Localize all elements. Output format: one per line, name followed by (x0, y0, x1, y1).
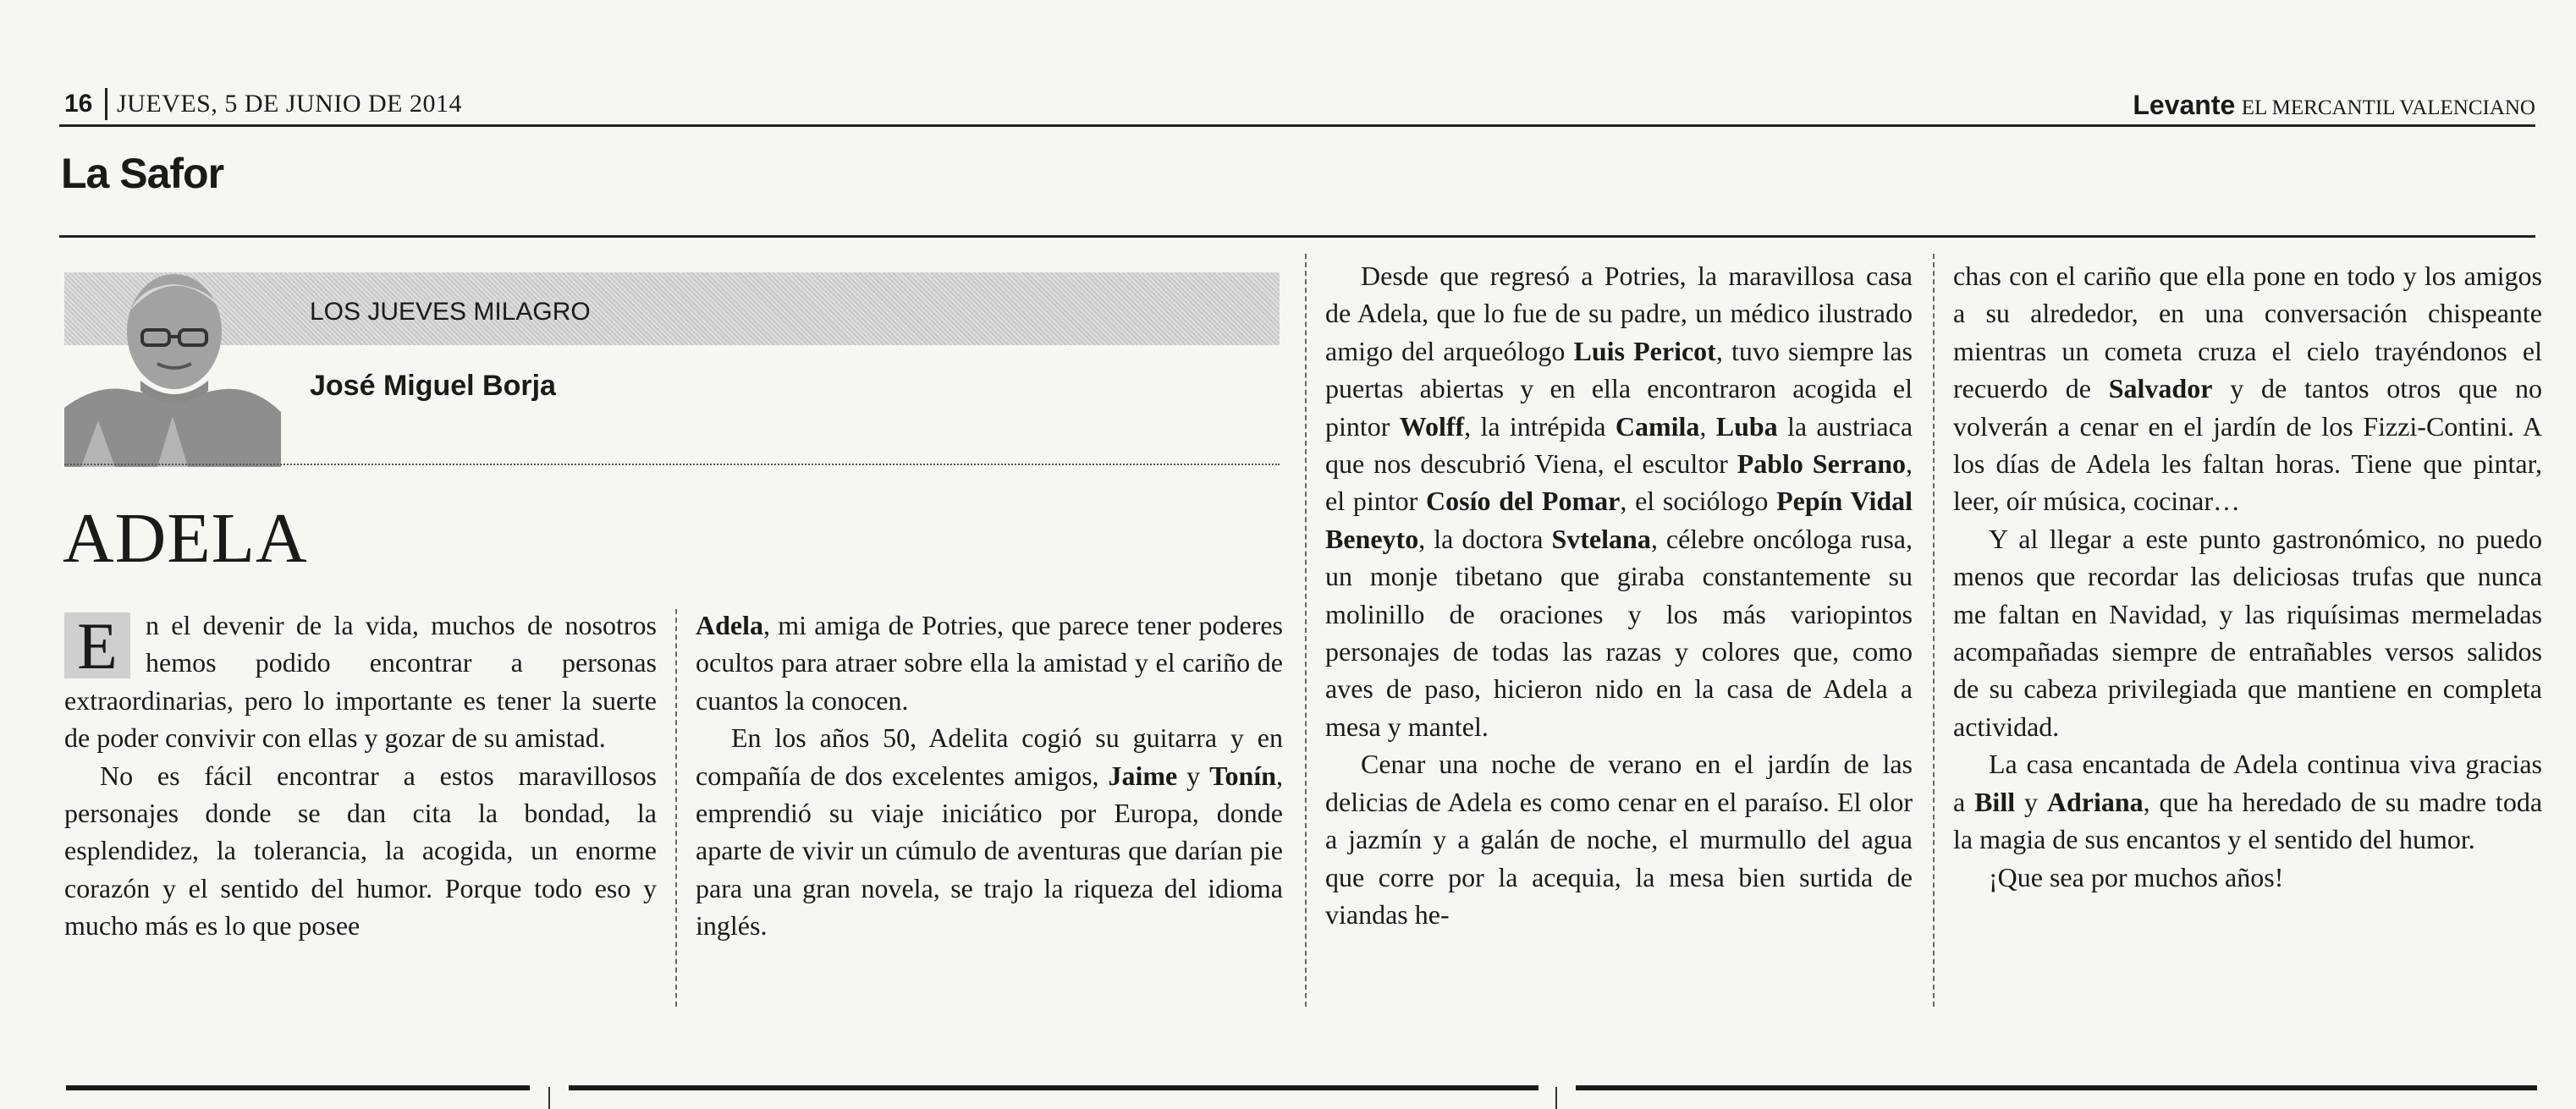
article-title: ADELA (63, 499, 308, 578)
paragraph-text: La casa encantada de Adela continua viva gracias a (1953, 749, 2542, 817)
column-1-text (64, 607, 657, 945)
article-paragraph (64, 757, 657, 945)
article-paragraph (1953, 257, 2542, 520)
paragraph-text: , que ha heredado de su madre toda la magia de sus encantos y el sentido del humor. (1953, 786, 2543, 855)
paragraph-text: , tuvo siempre las puertas abiertas y en ella encontraron acogida el pintor (1325, 335, 1913, 442)
brand-subtitle: EL MERCANTIL VALENCIANO (2241, 96, 2535, 119)
person-name: Salvador (2108, 373, 2213, 404)
article-paragraph (1953, 520, 2542, 745)
article-paragraph (1325, 257, 1913, 745)
paragraph-text: n el devenir de la vida, muchos de nosotros hemos podido encontrar a personas extraordinarias, pero lo importante es tener la suerte de poder convivir con ellas y gozar de su amistad. (64, 610, 657, 754)
column-divider (675, 609, 677, 1007)
person-name: Cosío del Pomar (1426, 486, 1621, 517)
paragraph-text: , la intrépida (1464, 410, 1616, 442)
page-number: 16 (64, 90, 93, 118)
article-column-1 (64, 607, 657, 945)
paragraph-text: ¡Que sea por muchos años! (1989, 861, 2284, 892)
author-name: José Miguel Borja (310, 370, 556, 402)
footer-tick (1555, 1087, 1557, 1109)
article-paragraph (1325, 745, 1913, 933)
page-header (64, 83, 2535, 125)
drop-cap: E (64, 612, 130, 678)
header-rule (59, 124, 2535, 127)
banner-dotted-rule (64, 464, 1280, 465)
person-name: Luis Pericot (1573, 335, 1716, 366)
person-name: Svtelana (1551, 523, 1651, 554)
paragraph-text: y (2015, 786, 2047, 817)
article-column-2 (696, 607, 1283, 945)
person-name: Bill (1974, 786, 2016, 817)
article-column-3 (1325, 257, 1913, 933)
paragraph-text: y de tantos otros que no volverán a cenar en el jardín de los Fizzi-Contini. A los días de Adela les faltan horas. Tiene que pintar, leer, oír música, cocinar… (1953, 373, 2543, 517)
paragraph-text: , el pintor (1325, 448, 1913, 517)
paragraph-text: la austriaca que nos descubrió Viena, el escultor (1325, 410, 1913, 480)
paragraph-text: y (1177, 760, 1210, 791)
footer-rule (1576, 1085, 2537, 1090)
paragraph-text: , la doctora (1418, 523, 1552, 554)
person-name: Camila (1615, 410, 1700, 442)
header-separator (105, 88, 107, 120)
person-name: Pablo Serrano (1737, 448, 1907, 480)
paragraph-text: , célebre oncóloga rusa, un monje tibetano que giraba constantemente su molinillo de oraciones y los más variopintos personajes de todas las razas y colores que, como aves de paso, hicieron nido en la casa de Adela a mesa y mantel. (1325, 523, 1913, 742)
paragraph-text: No es fácil encontrar a estos maravillosos personajes donde se dan cita la bondad, la esplendidez, la tolerancia, la acogida, un enorme corazón y el sentido del humor. Porque todo eso y mucho más es lo que posee (64, 760, 657, 942)
footer-rule (66, 1085, 530, 1090)
column-series-title: LOS JUEVES MILAGRO (310, 298, 591, 326)
article-paragraph (1953, 859, 2542, 896)
paragraph-text: , mi amiga de Potries, que parece tener poderes ocultos para atraer sobre ella la amistad y el cariño de cuantos la conocen. (696, 610, 1283, 716)
newspaper-brand (2133, 90, 2535, 121)
person-name: Luba (1715, 410, 1778, 442)
person-name: Tonín (1209, 760, 1277, 791)
paragraph-text: Y al llegar a este punto gastronómico, no puedo menos que recordar las deliciosas trufas que nunca me faltan en Navidad, y las riquísimas mermeladas acompañadas siempre de entrañables versos salidos de su cabeza privilegiada que mantiene en completa actividad. (1953, 523, 2542, 742)
person-name: Adriana (2046, 786, 2144, 817)
paragraph-text: Desde que regresó a Potries, la maravillosa casa de Adela, que lo fue de su padre, un médico ilustrado amigo del arqueólogo (1325, 261, 1913, 366)
section-title: La Safor (61, 150, 224, 197)
paragraph-text: chas con el cariño que ella pone en todo y los amigos a su alrededor, en una conversación chispeante mientras un cometa cruza el cielo trayéndonos el recuerdo de (1953, 261, 2542, 404)
article-column-4 (1953, 257, 2542, 896)
article-paragraph (696, 607, 1283, 719)
paragraph-text: , el sociólogo (1620, 486, 1777, 517)
paragraph-text: Cenar una noche de verano en el jardín de las delicias de Adela es como cenar en el paraíso. El olor a jazmín y a galán de noche, el murmullo del agua que corre por la acequia, la mesa bien surtida de viandas he- (1325, 749, 1913, 930)
column-divider (1305, 254, 1307, 1007)
person-name: Pepín Vidal Beneyto (1325, 486, 1913, 554)
person-name: Jaime (1108, 760, 1178, 791)
issue-date: JUEVES, 5 DE JUNIO DE 2014 (117, 90, 462, 118)
person-name: Adela (696, 610, 763, 640)
paragraph-text: , (1699, 410, 1716, 442)
person-name: Wolff (1399, 410, 1465, 442)
paragraph-text: , emprendió su viaje iniciático por Europa, donde aparte de vivir un cúmulo de aventuras que darían pie para una gran novela, se trajo la riqueza del idioma inglés. (696, 760, 1284, 942)
footer-tick (548, 1087, 550, 1109)
article-paragraph (696, 719, 1283, 944)
article-paragraph (1953, 745, 2542, 858)
brand-name: Levante (2133, 90, 2236, 120)
footer-rule (569, 1085, 1538, 1090)
author-portrait-icon (64, 264, 281, 467)
paragraph-text: En los años 50, Adelita cogió su guitarra y en compañía de dos excelentes amigos, (696, 722, 1283, 791)
article-paragraph (64, 607, 657, 757)
column-divider (1933, 254, 1935, 1007)
section-rule (59, 235, 2535, 238)
